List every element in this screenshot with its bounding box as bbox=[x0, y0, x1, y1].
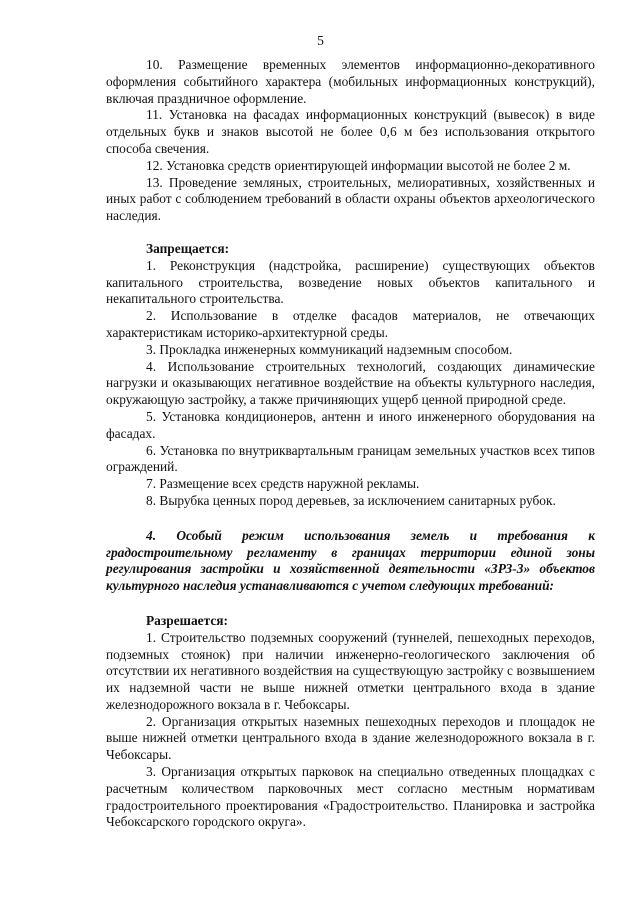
prohibited-heading: Запрещается: bbox=[146, 240, 230, 256]
prohibited-item-5: 5. Установка кондиционеров, антенн и иного инженерного оборудования на фасадах. bbox=[106, 408, 595, 441]
prohibited-item-6: 6. Установка по внутриквартальным границам земельных участков всех типов ограждений. bbox=[106, 442, 595, 475]
paragraph-item-13: 13. Проведение земляных, строительных, мелиоративных, хозяйственных и иных работ с соблюдением требований в области охраны объектов археологического наследия. bbox=[106, 174, 595, 224]
prohibited-item-3: 3. Прокладка инженерных коммуникаций надземным способом. bbox=[146, 341, 513, 357]
prohibited-item-7: 7. Размещение всех средств наружной рекламы. bbox=[146, 476, 420, 492]
page-number: 5 bbox=[317, 33, 324, 48]
allowed-item-3: 3. Организация открытых парковок на специально отведенных площадках с расчетным количеством парковочных мест согласно местным нормативам градостроительного проектирования «Градостроительство. Планировка и застройка Чебоксарского городского округа». bbox=[106, 764, 595, 830]
section-4-title: 4. Особый режим использования земель и требования к градостроительному регламенту в границах территории единой зоны регулирования застройки и хозяйственной деятельности «ЗРЗ-3» объектов культурного наследия устанавливаются с учетом следующих требований: bbox=[106, 527, 595, 594]
paragraph-item-10: 10. Размещение временных элементов информационно-декоративного оформления событийного характера (мобильных информационных конструкций), включая праздничное оформление. bbox=[106, 57, 595, 106]
allowed-item-2: 2. Организация открытых наземных пешеходных переходов и площадок не выше нижней отметки центрального входа в здание железнодорожного вокзала в г. Чебоксары. bbox=[106, 713, 595, 763]
allowed-heading: Разрешается: bbox=[146, 612, 228, 628]
paragraph-item-12: 12. Установка средств ориентирующей информации высотой не более 2 м. bbox=[146, 157, 571, 173]
prohibited-item-4: 4. Использование строительных технологий, создающих динамические нагрузки и оказывающих негативное воздействие на объекты культурного наследия, окружающую застройку, а также причиняющих ущерб ценной природной среде. bbox=[106, 358, 595, 408]
paragraph-item-11: 11. Установка на фасадах информационных конструкций (вывесок) в виде отдельных букв и знаков высотой не более 0,6 м без использования открытого способа свечения. bbox=[106, 107, 595, 156]
prohibited-item-1: 1. Реконструкция (надстройка, расширение) существующих объектов капитального строительства, возведение новых объектов капитального и некапитального строительства. bbox=[106, 257, 595, 307]
prohibited-item-8: 8. Вырубка ценных пород деревьев, за исключением санитарных рубок. bbox=[146, 492, 556, 508]
prohibited-item-2: 2. Использование в отделке фасадов материалов, не отвечающих характеристикам историко-архитектурной среды. bbox=[106, 308, 595, 340]
allowed-item-1: 1. Строительство подземных сооружений (туннелей, пешеходных переходов, подземных стоянок) при наличии инженерно-геологического заключения об отсутствии их негативного воздействия на существующую застройку с возвышением их надземной части не выше нижней отметки центрального входа в здание железнодорожного вокзала в г. Чебоксары. bbox=[106, 629, 595, 712]
